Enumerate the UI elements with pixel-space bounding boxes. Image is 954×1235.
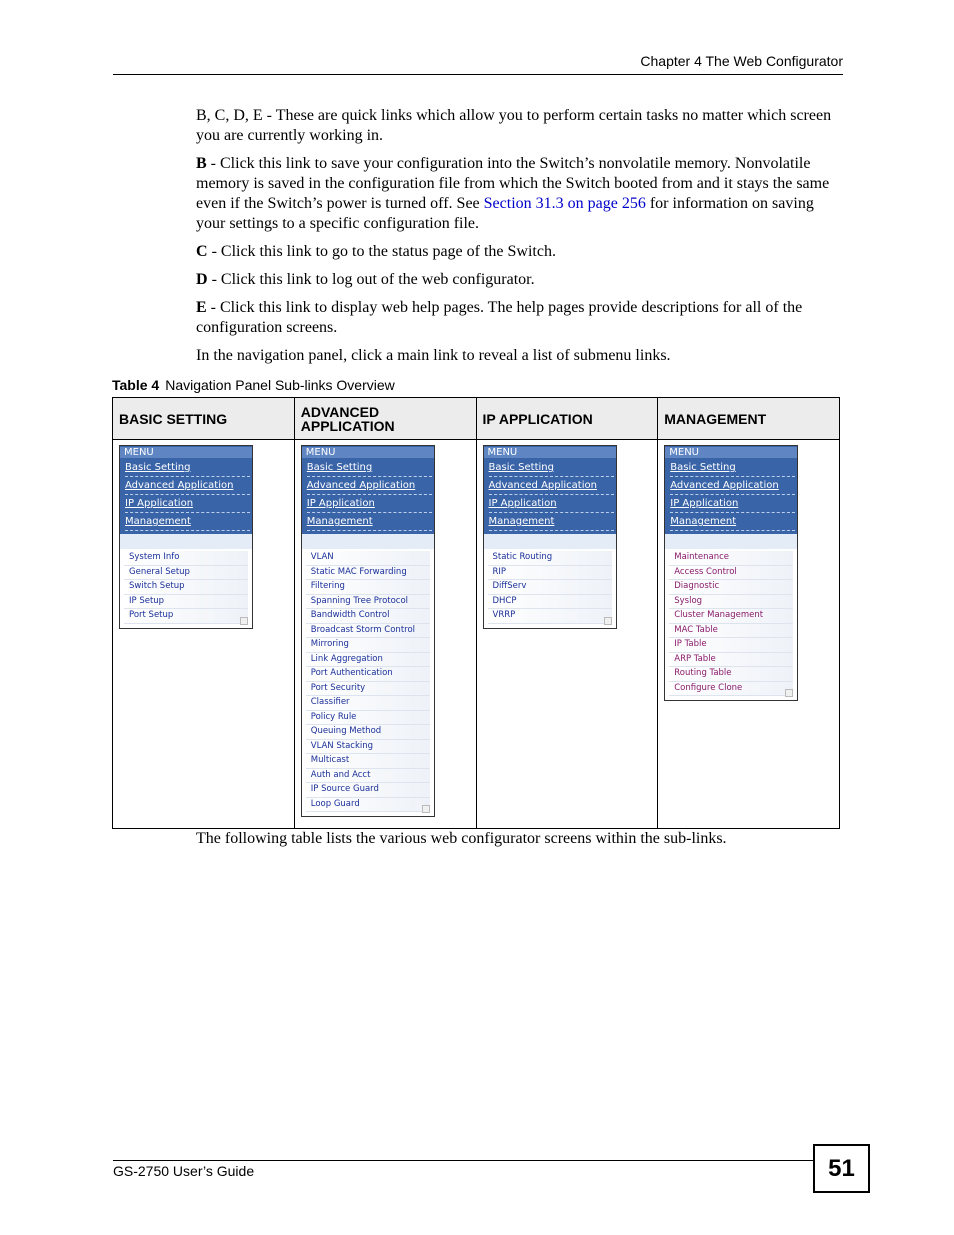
submenu-link[interactable]: Bandwidth Control xyxy=(306,609,430,624)
submenu-link[interactable]: MAC Table xyxy=(669,624,793,639)
page-number: 51 xyxy=(813,1144,870,1193)
menu-title: MENU xyxy=(484,447,616,458)
navigation-sublinks-table xyxy=(112,397,840,829)
menu-main-link[interactable]: IP Application xyxy=(489,496,614,513)
menu-main-link[interactable]: Basic Setting xyxy=(307,460,432,477)
submenu-link[interactable]: Queuing Method xyxy=(306,725,430,740)
paragraph-c: C - Click this link to go to the status page of the Switch. xyxy=(196,243,556,260)
column-header: ADVANCED APPLICATION xyxy=(294,398,476,440)
resize-grip-icon xyxy=(785,689,793,697)
menu-main-link[interactable]: Advanced Application xyxy=(489,478,614,495)
submenu-link[interactable]: VLAN Stacking xyxy=(306,740,430,755)
menu-main-link[interactable]: Basic Setting xyxy=(670,460,795,477)
submenu-link[interactable]: Access Control xyxy=(669,566,793,581)
menu-title: MENU xyxy=(302,447,434,458)
menu-main-link[interactable]: IP Application xyxy=(307,496,432,513)
submenu-link[interactable]: RIP xyxy=(488,566,612,581)
menu-main-link[interactable]: Basic Setting xyxy=(489,460,614,477)
resize-grip-icon xyxy=(240,617,248,625)
submenu-link[interactable]: Loop Guard xyxy=(306,798,430,813)
submenu-link[interactable]: IP Table xyxy=(669,638,793,653)
submenu-link[interactable]: Broadcast Storm Control xyxy=(306,624,430,639)
submenu-link[interactable]: Spanning Tree Protocol xyxy=(306,595,430,610)
menu-main-link[interactable]: Advanced Application xyxy=(670,478,795,495)
paragraph-b: B - Click this link to save your configuration into the Switch’s nonvolatile memory. Nonvolatile memory is saved in the configuration file from which the Switch booted from and it stays the same even if the Switch’s power is turned off. See Section 31.3 on page 256 for information on saving your settings to a specific configuration file. xyxy=(196,155,830,232)
menu-main-link[interactable]: Basic Setting xyxy=(125,460,250,477)
submenu-link[interactable]: DHCP xyxy=(488,595,612,610)
submenu-link[interactable]: Port Authentication xyxy=(306,667,430,682)
paragraph-e: E - Click this link to display web help pages. The help pages provide descriptions for all of the configuration screens. xyxy=(196,299,803,336)
menu-main-links xyxy=(120,446,252,534)
menu-cell xyxy=(113,440,295,829)
submenu-link[interactable]: Diagnostic xyxy=(669,580,793,595)
menu-divider xyxy=(302,534,434,549)
submenu-link[interactable]: IP Setup xyxy=(124,595,248,610)
menu-main-links xyxy=(302,446,434,534)
submenu-link[interactable]: ARP Table xyxy=(669,653,793,668)
submenu-link[interactable]: Switch Setup xyxy=(124,580,248,595)
paragraph-nav-panel: In the navigation panel, click a main link to reveal a list of submenu links. xyxy=(196,347,671,364)
menu-main-link[interactable]: Management xyxy=(489,514,614,531)
submenu-list xyxy=(120,549,252,628)
submenu-link[interactable]: Syslog xyxy=(669,595,793,610)
submenu-link[interactable]: Classifier xyxy=(306,696,430,711)
submenu-list xyxy=(302,549,434,816)
menu-main-link[interactable]: IP Application xyxy=(670,496,795,513)
column-header: BASIC SETTING xyxy=(113,398,295,440)
submenu-link[interactable]: Configure Clone xyxy=(669,682,793,697)
menu-main-link[interactable]: Advanced Application xyxy=(307,478,432,495)
menu-cell xyxy=(658,440,840,829)
submenu-link[interactable]: General Setup xyxy=(124,566,248,581)
submenu-link[interactable]: Policy Rule xyxy=(306,711,430,726)
submenu-link[interactable]: Auth and Acct xyxy=(306,769,430,784)
menu-cell xyxy=(294,440,476,829)
resize-grip-icon xyxy=(422,805,430,813)
submenu-link[interactable]: IP Source Guard xyxy=(306,783,430,798)
menu-main-link[interactable]: Advanced Application xyxy=(125,478,250,495)
submenu-link[interactable]: Multicast xyxy=(306,754,430,769)
menu-main-links xyxy=(484,446,616,534)
submenu-link[interactable]: VRRP xyxy=(488,609,612,624)
submenu-link[interactable]: Cluster Management xyxy=(669,609,793,624)
menu-cell xyxy=(476,440,658,829)
submenu-list xyxy=(484,549,616,628)
paragraph-d: D - Click this link to log out of the web configurator. xyxy=(196,271,535,288)
chapter-title: Chapter 4 The Web Configurator xyxy=(640,53,843,69)
submenu-link[interactable]: Port Security xyxy=(306,682,430,697)
guide-title: GS-2750 User’s Guide xyxy=(113,1163,255,1179)
menu-main-link[interactable]: IP Application xyxy=(125,496,250,513)
paragraph-quick-links: B, C, D, E - These are quick links which allow you to perform certain tasks no matter which screen you are currently working in. xyxy=(196,107,832,144)
submenu-link[interactable]: Link Aggregation xyxy=(306,653,430,668)
menu-main-link[interactable]: Management xyxy=(670,514,795,531)
submenu-link[interactable]: Mirroring xyxy=(306,638,430,653)
menu-screenshot xyxy=(119,445,253,629)
submenu-link[interactable]: DiffServ xyxy=(488,580,612,595)
page-footer xyxy=(113,1160,814,1179)
menu-screenshot xyxy=(664,445,798,701)
submenu-list xyxy=(665,549,797,700)
menu-screenshot xyxy=(483,445,617,629)
page-header xyxy=(113,50,843,75)
menu-main-link[interactable]: Management xyxy=(125,514,250,531)
column-header: IP APPLICATION xyxy=(476,398,658,440)
submenu-link[interactable]: Filtering xyxy=(306,580,430,595)
submenu-link[interactable]: System Info xyxy=(124,551,248,566)
menu-divider xyxy=(665,534,797,549)
menu-title: MENU xyxy=(665,447,797,458)
submenu-link[interactable]: Static MAC Forwarding xyxy=(306,566,430,581)
submenu-link[interactable]: VLAN xyxy=(306,551,430,566)
menu-screenshot xyxy=(301,445,435,817)
resize-grip-icon xyxy=(604,617,612,625)
submenu-link[interactable]: Routing Table xyxy=(669,667,793,682)
menu-main-link[interactable]: Management xyxy=(307,514,432,531)
menu-main-links xyxy=(665,446,797,534)
submenu-link[interactable]: Static Routing xyxy=(488,551,612,566)
body-text xyxy=(196,106,844,374)
section-link[interactable]: Section 31.3 on page 256 xyxy=(483,195,646,212)
closing-paragraph: The following table lists the various web configurator screens within the sub-links. xyxy=(196,830,727,847)
column-header: MANAGEMENT xyxy=(658,398,840,440)
submenu-link[interactable]: Port Setup xyxy=(124,609,248,624)
menu-divider xyxy=(120,534,252,549)
table-caption: Table 4 Navigation Panel Sub-links Overview xyxy=(112,377,395,393)
menu-divider xyxy=(484,534,616,549)
submenu-link[interactable]: Maintenance xyxy=(669,551,793,566)
menu-title: MENU xyxy=(120,447,252,458)
